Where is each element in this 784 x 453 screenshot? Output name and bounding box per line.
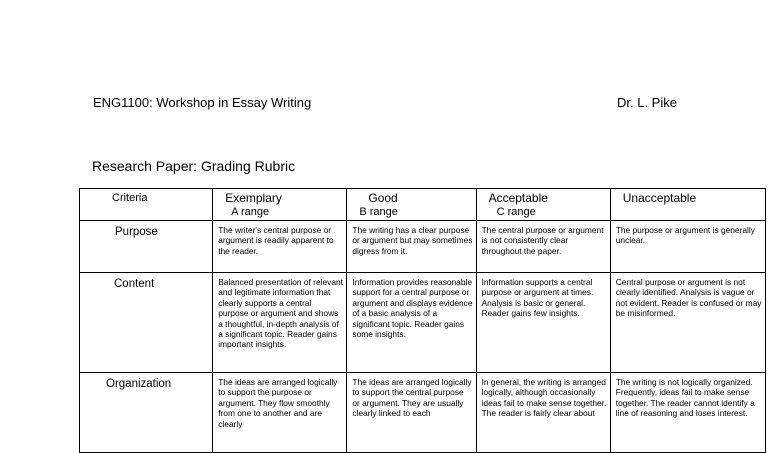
rubric-cell: The writer's central purpose or argument is readily apparent to the reader.: [213, 221, 347, 273]
rubric-cell: The central purpose or argument is not consistently clear throughout the paper.: [476, 221, 610, 273]
rubric-row-purpose: [80, 221, 766, 273]
rubric-cell: The writing is not logically organized. Frequently, ideas fail to make sense together. The reader cannot identify a line of reasoning and loses interest.: [610, 373, 765, 453]
instructor-name: Dr. L. Pike: [617, 95, 677, 110]
grade-name: Exemplary: [225, 191, 282, 205]
rubric-table: [79, 188, 766, 453]
rubric-cell: In general, the writing is arranged logically, although occasionally ideas fail to make sense together. The reader is fairly clear about: [476, 373, 610, 453]
grade-range: B range: [359, 206, 398, 218]
grade-name: Acceptable: [488, 191, 548, 205]
grade-range: A range: [231, 206, 270, 218]
grade-name: Unacceptable: [622, 191, 697, 205]
grade-header-unacceptable: [610, 189, 765, 221]
rubric-cell: The ideas are arranged logically to support the central purpose or argument. They are usually clearly linked to each: [347, 373, 476, 453]
rubric-cell: Information supports a central purpose or argument at times. Analysis is basic or general. Reader gains few insights.: [476, 273, 610, 373]
rubric-cell: The ideas are arranged logically to support the purpose or argument. They flow smoothly from one to another and are clearly: [213, 373, 347, 453]
rubric-cell: Information provides reasonable support for a central purpose or argument and displays evidence of a basic analysis of a significant topic. Reader gains some insights.: [347, 273, 476, 373]
grade-header-acceptable: [476, 189, 610, 221]
course-title: ENG1100: Workshop in Essay Writing: [93, 95, 312, 110]
criterion-cell: [80, 273, 213, 373]
rubric-cell: The writing has a clear purpose or argument but may sometimes digress from it.: [347, 221, 476, 273]
grade-header-exemplary: [213, 189, 347, 221]
rubric-cell: Central purpose or argument is not clearly identified. Analysis is vague or not evident. Reader is confused or may be misinformed.: [610, 273, 765, 373]
grade-range: C range: [496, 206, 536, 218]
rubric-header-row: [80, 189, 766, 221]
grade-header-good: [347, 189, 476, 221]
rubric-cell: Balanced presentation of relevant and legitimate information that clearly supports a central purpose or argument and shows a thoughtful, in-depth analysis of a significant topic. Reader gains important insights.: [213, 273, 347, 373]
grade-name: Good: [368, 191, 398, 205]
criterion-label: Purpose: [115, 226, 158, 238]
criterion-label: Content: [114, 278, 155, 290]
criterion-cell: [80, 221, 213, 273]
criterion-label: Organization: [106, 378, 172, 390]
document-subtitle: Research Paper: Grading Rubric: [92, 158, 296, 174]
criteria-header: Criteria: [80, 189, 213, 221]
rubric-row-content: [80, 273, 766, 373]
rubric-cell: The purpose or argument is generally unclear.: [610, 221, 765, 273]
